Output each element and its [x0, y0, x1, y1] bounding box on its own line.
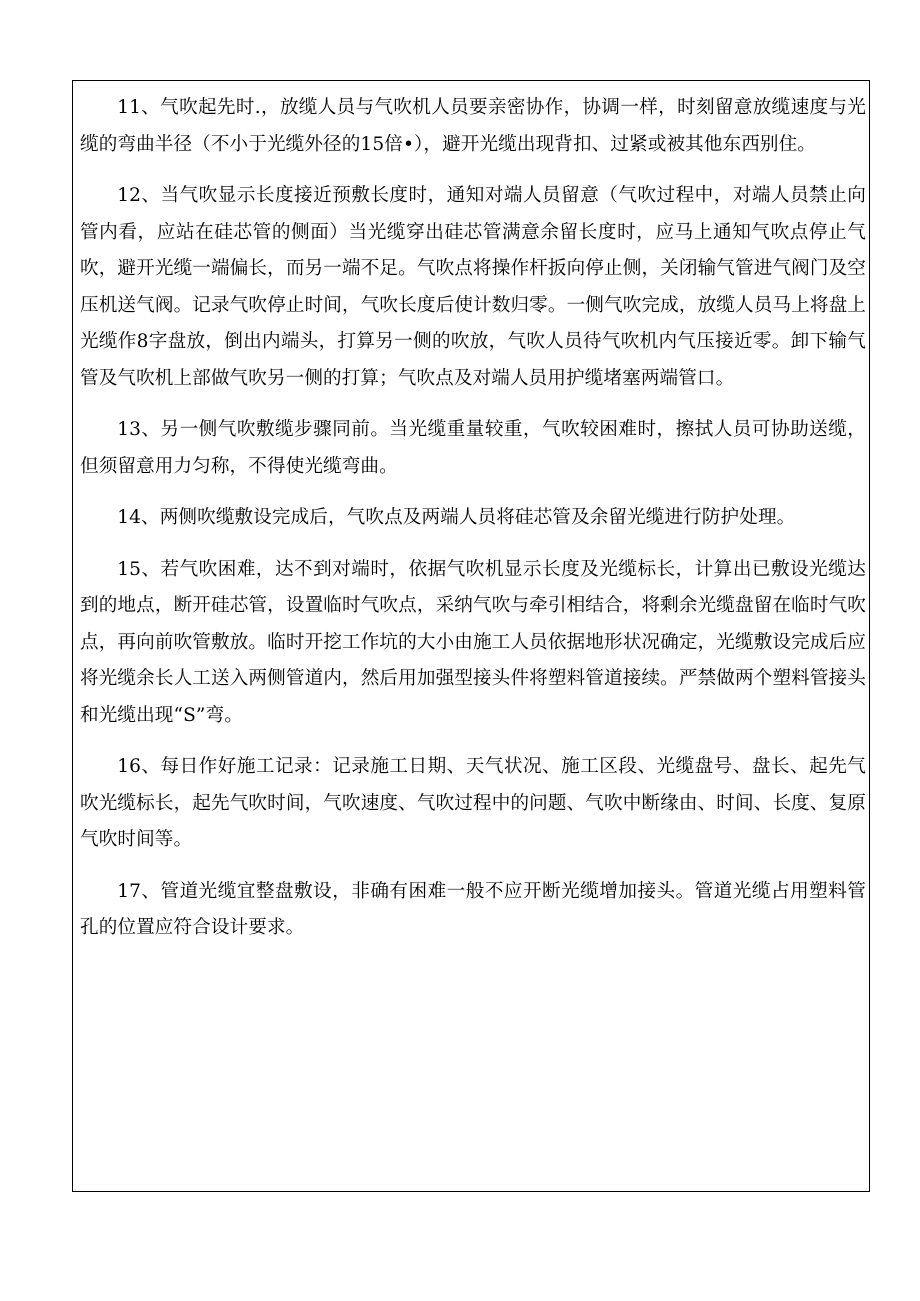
paragraph-15: 15、若气吹困难，达不到对端时，依据气吹机显示长度及光缆标长，计算出已敷设光缆达到的地点，断开硅芯管，设置临时气吹点，采纳气吹与牵引相结合，将剩余光缆盘留在临时气吹点，再向前吹管敷放。临时开挖工作坑的大小由施工人员依据地形状况确定，光缆敷设完成后应将光缆余长人工送入两侧管道内，然后用加强型接头件将塑料管道接续。严禁做两个塑料管接头和光缆出现“S”弯。 — [80, 558, 866, 726]
paragraph-16: 16、每日作好施工记录：记录施工日期、天气状况、施工区段、光缆盘号、盘长、起先气吹光缆标长，起先气吹时间，气吹速度、气吹过程中的问题、气吹中断缘由、时间、长度、复原气吹时间等。 — [80, 756, 866, 850]
paragraph-12: 12、当气吹显示长度接近预敷长度时，通知对端人员留意（气吹过程中，对端人员禁止向管内看，应站在硅芯管的侧面）当光缆穿出硅芯管满意余留长度时，应马上通知气吹点停止气吹，避开光缆一端偏长，而另一端不足。气吹点将操作杆扳向停止侧，关闭输气管进气阀门及空压机送气阀。记录气吹停止时间，气吹长度后使计数归零。一侧气吹完成，放缆人员马上将盘上光缆作8字盘放，倒出内端头，打算另一侧的吹放，气吹人员待气吹机内气压接近零。卸下输气管及气吹机上部做气吹另一侧的打算；气吹点及对端人员用护缆堵塞两端管口。 — [80, 185, 866, 389]
paragraph-17: 17、管道光缆宜整盘敷设，非确有困难一般不应开断光缆增加接头。管道光缆占用塑料管孔的位置应符合设计要求。 — [80, 880, 866, 938]
document-body — [80, 90, 866, 962]
paragraph-11: 11、气吹起先时.，放缆人员与气吹机人员要亲密协作，协调一样，时刻留意放缆速度与光缆的弯曲半径（不小于光缆外径的15倍•），避开光缆出现背扣、过紧或被其他东西别住。 — [80, 97, 866, 155]
paragraph-14: 14、两侧吹缆敷设完成后，气吹点及两端人员将硅芯管及余留光缆进行防护处理。 — [117, 507, 796, 528]
paragraph-13: 13、另一侧气吹敷缆步骤同前。当光缆重量较重，气吹较困难时，擦拭人员可协助送缆，但须留意用力匀称，不得使光缆弯曲。 — [80, 419, 866, 477]
